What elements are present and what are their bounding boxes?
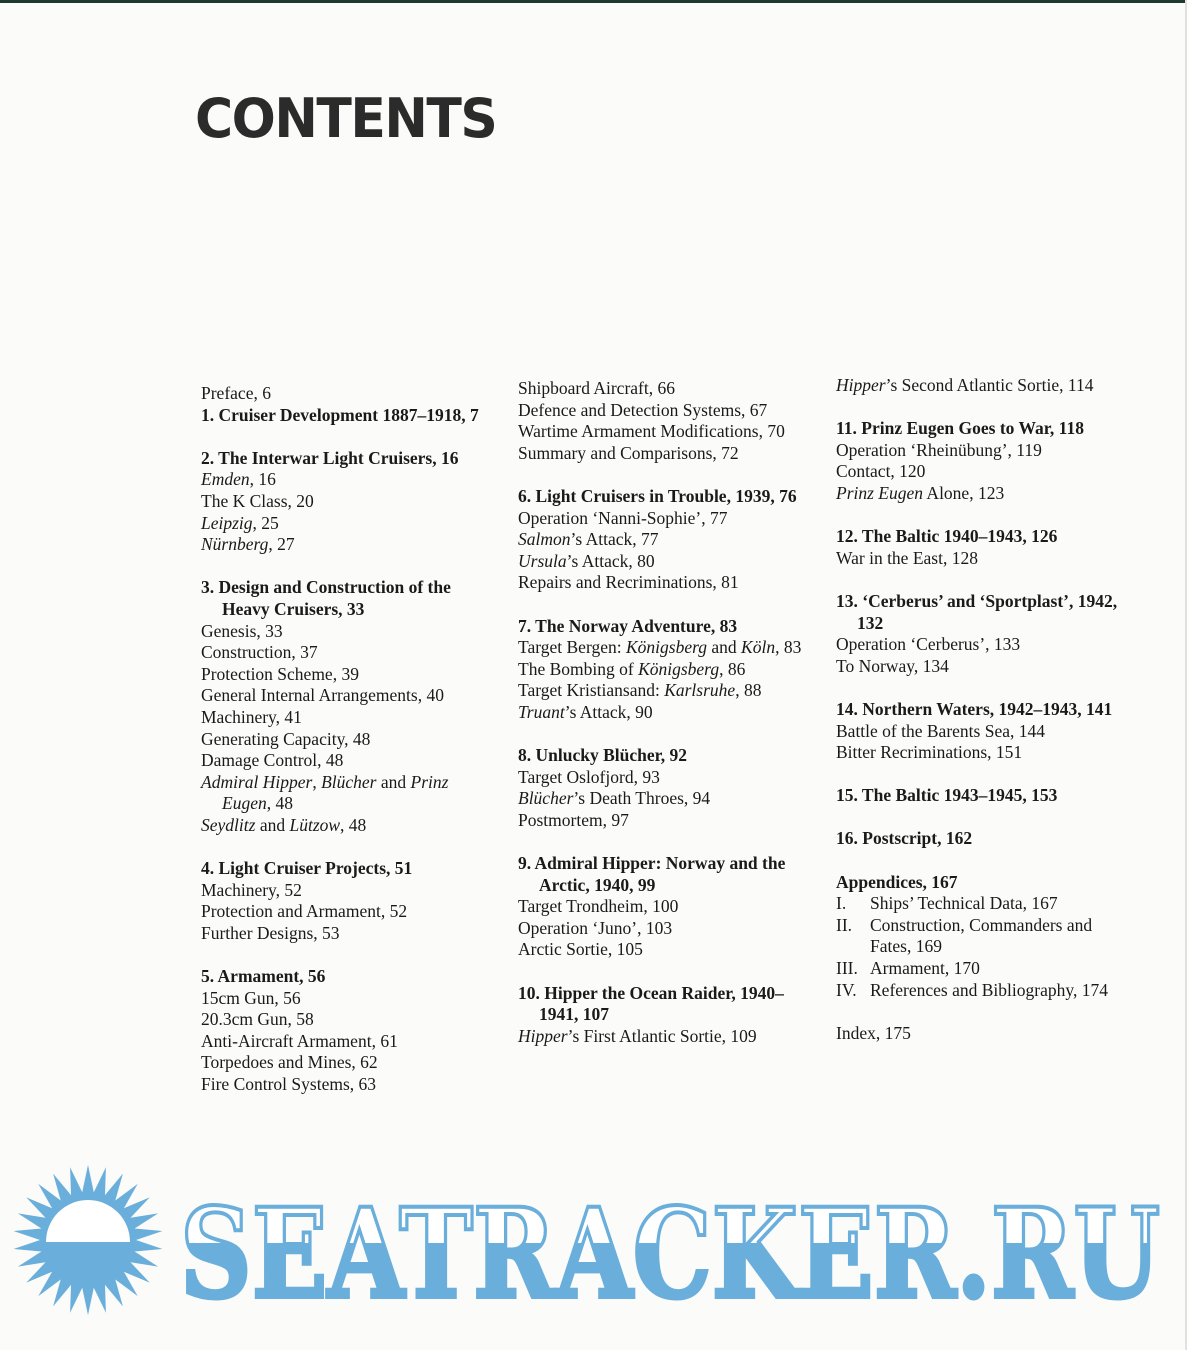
toc-entry: Shipboard Aircraft, 66 bbox=[518, 378, 675, 398]
page-top-border bbox=[0, 0, 1187, 3]
toc-entry: Prinz Eugen Alone, 123 bbox=[836, 482, 1005, 503]
toc-entry bbox=[836, 915, 1136, 958]
toc-chapter-heading: 4. Light Cruiser Projects, 51 bbox=[201, 858, 413, 879]
toc-entry: Bitter Recriminations, 151 bbox=[836, 742, 1023, 763]
toc-entry: Emden, 16 bbox=[201, 469, 276, 490]
toc-entry: Defence and Detection Systems, 67 bbox=[518, 399, 768, 420]
appendix-numeral: IV. bbox=[836, 979, 857, 1000]
ship-name: Ursula bbox=[518, 550, 567, 571]
ship-name: Hipper bbox=[836, 375, 886, 395]
toc-entry: Target Bergen: Königsberg and Köln, 83 bbox=[518, 637, 802, 658]
toc-column-2 bbox=[518, 378, 818, 1047]
ship-name: Emden bbox=[201, 469, 250, 490]
page-title: CONTENTS bbox=[195, 88, 497, 151]
toc-entry: Operation ‘Juno’, 103 bbox=[518, 917, 673, 938]
toc-chapter-heading: 6. Light Cruisers in Trouble, 1939, 76 bbox=[518, 485, 797, 506]
toc-entry bbox=[836, 958, 1136, 980]
toc-entry: 20.3cm Gun, 58 bbox=[201, 1009, 314, 1030]
sun-icon bbox=[14, 1165, 163, 1315]
toc-entry: Fire Control Systems, 63 bbox=[201, 1074, 377, 1094]
toc-chapter-heading: 10. Hipper the Ocean Raider, 1940–1941, 107 bbox=[518, 982, 784, 1025]
toc-entry: Target Kristiansand: Karlsruhe, 88 bbox=[518, 680, 762, 701]
toc-chapter-heading: 15. The Baltic 1943–1945, 153 bbox=[836, 785, 1058, 806]
toc-chapter-heading: 5. Armament, 56 bbox=[201, 966, 326, 987]
toc-entry: Ursula’s Attack, 80 bbox=[518, 550, 655, 571]
toc-entry: Protection and Armament, 52 bbox=[201, 901, 408, 922]
toc-column-3 bbox=[836, 375, 1136, 1044]
toc-entry: Damage Control, 48 bbox=[201, 750, 344, 771]
ship-name: Hipper bbox=[518, 1025, 568, 1046]
toc-entry: Arctic Sortie, 105 bbox=[518, 939, 643, 960]
toc-entry: Hipper’s First Atlantic Sortie, 109 bbox=[518, 1025, 757, 1046]
toc-entry: Admiral Hipper, Blücher and Prinz Eugen, 48 bbox=[201, 771, 449, 814]
toc-chapter-heading: 7. The Norway Adventure, 83 bbox=[518, 615, 738, 636]
toc-entry: Contact, 120 bbox=[836, 461, 926, 482]
toc-entry: Machinery, 52 bbox=[201, 879, 302, 900]
appendix-numeral: II. bbox=[836, 914, 853, 935]
appendix-title: References and Bibliography, 174 bbox=[870, 979, 1108, 1000]
toc-entry: Summary and Comparisons, 72 bbox=[518, 442, 739, 463]
appendix-title: Construction, Commanders and Fates, 169 bbox=[870, 914, 1093, 957]
toc-entry: Index, 175 bbox=[836, 1022, 911, 1043]
toc-column-1 bbox=[201, 383, 501, 1096]
toc-chapter-heading: 16. Postscript, 162 bbox=[836, 828, 973, 849]
toc-entry bbox=[836, 893, 1136, 915]
toc-entry: The Bombing of Königsberg, 86 bbox=[518, 658, 746, 679]
toc-entry: Seydlitz and Lützow, 48 bbox=[201, 814, 367, 835]
toc-entry bbox=[836, 980, 1136, 1002]
watermark-logo bbox=[0, 1165, 1187, 1315]
ship-name: Salmon bbox=[518, 529, 571, 550]
toc-entry: Operation ‘Rheinübung’, 119 bbox=[836, 439, 1042, 460]
toc-entry: Operation ‘Cerberus’, 133 bbox=[836, 634, 1021, 655]
toc-entry: The K Class, 20 bbox=[201, 490, 314, 511]
ship-name: Leipzig bbox=[201, 512, 253, 533]
toc-entry: Construction, 37 bbox=[201, 642, 318, 663]
toc-chapter-heading: 2. The Interwar Light Cruisers, 16 bbox=[201, 447, 459, 468]
toc-entry: General Internal Arrangements, 40 bbox=[201, 685, 444, 706]
toc-chapter-heading: 8. Unlucky Blücher, 92 bbox=[518, 745, 688, 766]
toc-entry: Operation ‘Nanni-Sophie’, 77 bbox=[518, 507, 728, 528]
appendix-numeral: III. bbox=[836, 958, 858, 979]
toc-entry: Battle of the Barents Sea, 144 bbox=[836, 720, 1045, 741]
toc-entry: 15cm Gun, 56 bbox=[201, 987, 301, 1008]
toc-chapter-heading: 3. Design and Construction of the Heavy Cruisers, 33 bbox=[201, 577, 451, 619]
toc-chapter-heading: 12. The Baltic 1940–1943, 126 bbox=[836, 526, 1058, 547]
toc-entry: War in the East, 128 bbox=[836, 547, 978, 568]
toc-entry: Repairs and Recriminations, 81 bbox=[518, 572, 739, 593]
appendix-title: Armament, 170 bbox=[870, 958, 980, 979]
toc-chapter-heading: 9. Admiral Hipper: Norway and the Arctic, 1940, 99 bbox=[518, 853, 786, 895]
ship-name: Blücher bbox=[518, 788, 574, 809]
toc-chapter-heading: 11. Prinz Eugen Goes to War, 118 bbox=[836, 418, 1084, 439]
toc-entry: Leipzig, 25 bbox=[201, 512, 279, 533]
toc-entry: Target Trondheim, 100 bbox=[518, 896, 679, 917]
toc-entry: Nürnberg, 27 bbox=[201, 534, 295, 555]
toc-entry: Torpedoes and Mines, 62 bbox=[201, 1052, 378, 1073]
toc-chapter-heading: 1. Cruiser Development 1887–1918, 7 bbox=[201, 404, 479, 425]
toc-entry: Generating Capacity, 48 bbox=[201, 728, 371, 749]
toc-entry: Blücher’s Death Throes, 94 bbox=[518, 788, 711, 809]
toc-entry: Target Oslofjord, 93 bbox=[518, 766, 660, 787]
toc-entry: Truant’s Attack, 90 bbox=[518, 701, 653, 722]
toc-chapter-heading: 13. ‘Cerberus’ and ‘Sportplast’, 1942, 132 bbox=[836, 590, 1118, 633]
toc-entry: Wartime Armament Modifications, 70 bbox=[518, 421, 785, 442]
toc-entry: Preface, 6 bbox=[201, 383, 271, 403]
toc-entry: Hipper’s Second Atlantic Sortie, 114 bbox=[836, 375, 1094, 395]
toc-chapter-heading: Appendices, 167 bbox=[836, 871, 958, 892]
toc-entry: Further Designs, 53 bbox=[201, 922, 340, 943]
toc-entry: To Norway, 134 bbox=[836, 655, 949, 676]
appendix-numeral: I. bbox=[836, 893, 847, 914]
ship-name: Nürnberg bbox=[201, 534, 269, 555]
toc-entry: Salmon’s Attack, 77 bbox=[518, 529, 659, 550]
toc-entry: Protection Scheme, 39 bbox=[201, 663, 359, 684]
ship-name: Prinz Eugen bbox=[836, 482, 924, 503]
toc-entry: Postmortem, 97 bbox=[518, 809, 629, 830]
watermark-text: SEATRACKER.RU bbox=[180, 1182, 1160, 1315]
appendix-title: Ships’ Technical Data, 167 bbox=[870, 893, 1058, 914]
toc-entry: Machinery, 41 bbox=[201, 706, 302, 727]
ship-name: Truant bbox=[518, 701, 565, 722]
toc-entry: Genesis, 33 bbox=[201, 620, 283, 641]
toc-entry: Anti-Aircraft Armament, 61 bbox=[201, 1030, 398, 1051]
toc-chapter-heading: 14. Northern Waters, 1942–1943, 141 bbox=[836, 698, 1113, 719]
